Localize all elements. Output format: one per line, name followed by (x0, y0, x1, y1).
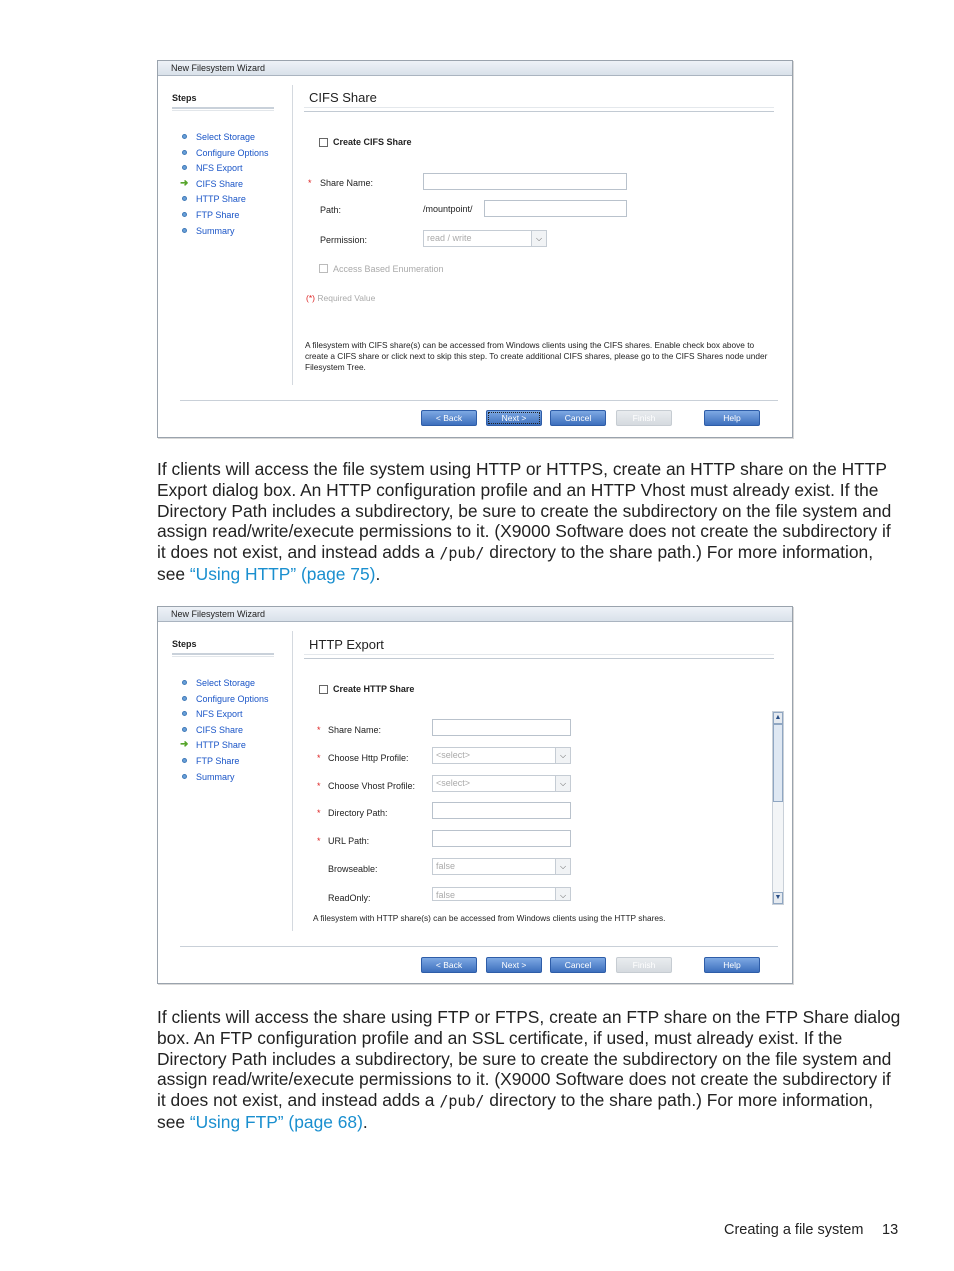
scroll-down-icon[interactable]: ▼ (773, 892, 783, 904)
bullet-icon (182, 711, 187, 716)
step-item[interactable]: Summary (180, 771, 269, 787)
url-path-label: URL Path: (328, 836, 370, 846)
chevron-down-icon: ⌵ (555, 859, 570, 874)
share-name-label: Share Name: (328, 725, 382, 735)
footer-page-number: 13 (882, 1222, 899, 1238)
url-path-input[interactable] (432, 830, 571, 847)
required-asterisk: * (317, 753, 321, 763)
bullet-icon (182, 228, 187, 233)
required-asterisk: * (308, 178, 312, 188)
http-profile-label: Choose Http Profile: (328, 753, 409, 763)
finish-button[interactable]: Finish (616, 957, 672, 973)
path-input[interactable] (484, 200, 627, 217)
directory-path-input[interactable] (432, 802, 571, 819)
required-value-note: (*) Required Value (306, 293, 376, 303)
access-based-enumeration-checkbox[interactable] (319, 264, 328, 273)
step-item[interactable]: HTTP Share (180, 193, 269, 209)
share-name-input[interactable] (432, 719, 571, 736)
chevron-down-icon: ⌵ (531, 231, 546, 246)
step-item[interactable]: NFS Export (180, 162, 269, 178)
directory-path-label: Directory Path: (328, 808, 388, 818)
ftp-share-paragraph: If clients will access the share using FTP or FTPS, create an FTP share on the FTP Share dialog box. An FTP configuration profile and an SSL certificate, if used, must already exist. If the Directory Path includes a subdirectory, be sure to create the subdirectory on the file system and assign read/write/execute permissions to it. (X9000 Software does not create the subdirectory if it does not exist, and instead adds a /pub/ directory to the share path.) For more information, see “Using FTP” (page 68). (157, 1007, 901, 1132)
panel-title: HTTP Export (309, 637, 384, 652)
steps-list (180, 131, 269, 240)
step-item-current[interactable]: ➜ CIFS Share (180, 177, 244, 189)
browseable-select[interactable]: false ⌵ (432, 858, 571, 875)
http-profile-select[interactable]: <select> ⌵ (432, 747, 571, 764)
back-button[interactable]: < Back (421, 410, 477, 426)
step-item[interactable]: Configure Options (180, 147, 269, 163)
bullet-icon (182, 196, 187, 201)
panel-divider (292, 85, 293, 385)
create-cifs-share-label: Create CIFS Share (333, 137, 412, 147)
step-item[interactable]: Configure Options (180, 693, 269, 709)
required-asterisk: * (317, 808, 321, 818)
bullet-icon (182, 134, 187, 139)
title-divider (304, 107, 774, 112)
title-divider (304, 654, 774, 659)
path-label: Path: (320, 205, 342, 215)
required-asterisk: * (317, 781, 321, 791)
step-item[interactable]: Summary (180, 225, 269, 241)
panel-title: CIFS Share (309, 90, 377, 105)
step-item-current[interactable]: ➜ HTTP Share (180, 739, 246, 751)
share-name-label: Share Name: (320, 178, 374, 188)
chevron-down-icon: ⌵ (555, 748, 570, 763)
readonly-label: ReadOnly: (328, 893, 371, 903)
pub-directory-code: /pub/ (439, 1092, 485, 1111)
permission-select[interactable]: read / write ⌵ (423, 230, 547, 247)
help-button[interactable]: Help (704, 957, 760, 973)
create-http-share-checkbox[interactable] (319, 685, 328, 694)
path-prefix: /mountpoint/ (423, 204, 473, 214)
permission-label: Permission: (320, 235, 368, 245)
wizard-title-bar: New Filesystem Wizard (158, 61, 792, 76)
finish-button[interactable]: Finish (616, 410, 672, 426)
vhost-profile-label: Choose Vhost Profile: (328, 781, 416, 791)
step-item[interactable]: Select Storage (180, 677, 269, 693)
steps-list (180, 677, 269, 786)
arrow-right-icon: ➜ (180, 177, 189, 189)
cancel-button[interactable]: Cancel (550, 410, 606, 426)
vhost-profile-select[interactable]: <select> ⌵ (432, 775, 571, 792)
step-item[interactable]: FTP Share (180, 755, 269, 771)
http-share-paragraph: If clients will access the file system using HTTP or HTTPS, create an HTTP share on the HTTP Export dialog box. An HTTP configuration profile and an HTTP Vhost must already exist. If the Directory Path includes a subdirectory, be sure to create the subdirectory on the file system and assign read/write/execute permissions to it. (X9000 Software does not create the subdirectory if it does not exist, and instead adds a /pub/ directory to the share path.) For more information, see “Using HTTP” (page 75). (157, 459, 892, 584)
steps-heading: Steps (172, 639, 274, 655)
http-export-wizard-screenshot (157, 606, 793, 984)
scroll-up-icon[interactable]: ▲ (773, 712, 783, 724)
steps-heading: Steps (172, 93, 274, 109)
chevron-down-icon: ⌵ (555, 776, 570, 791)
bullet-icon (182, 150, 187, 155)
step-item[interactable]: CIFS Share (180, 724, 269, 740)
browseable-label: Browseable: (328, 864, 378, 874)
help-button[interactable]: Help (704, 410, 760, 426)
arrow-right-icon: ➜ (180, 739, 189, 751)
footer-section-title: Creating a file system (724, 1222, 864, 1238)
pub-directory-code: /pub/ (439, 544, 485, 563)
chevron-down-icon: ⌵ (555, 888, 570, 901)
bullet-icon (182, 165, 187, 170)
required-asterisk: * (317, 836, 321, 846)
form-scrollbar[interactable] (772, 711, 784, 905)
create-cifs-share-checkbox[interactable] (319, 138, 328, 147)
cifs-description: A filesystem with CIFS share(s) can be accessed from Windows clients using the CIFS shares. Enable check box above to create a CIFS share or click next to skip this step. To create additional CIFS shares, please go to the CIFS Shares node under Filesystem Tree. (305, 340, 768, 372)
panel-divider (292, 631, 293, 931)
bullet-icon (182, 758, 187, 763)
bullet-icon (182, 774, 187, 779)
wizard-title-bar: New Filesystem Wizard (158, 607, 792, 622)
access-based-enumeration-label: Access Based Enumeration (333, 264, 444, 274)
create-http-share-label: Create HTTP Share (333, 684, 415, 694)
step-item[interactable]: NFS Export (180, 708, 269, 724)
bullet-icon (182, 696, 187, 701)
cancel-button[interactable]: Cancel (550, 957, 606, 973)
footer-divider (180, 400, 778, 401)
bullet-icon (182, 680, 187, 685)
http-description: A filesystem with HTTP share(s) can be accessed from Windows clients using the HTTP shares. (313, 913, 666, 923)
required-asterisk: * (317, 725, 321, 735)
next-button[interactable]: Next > (486, 957, 542, 973)
footer-divider (180, 946, 778, 947)
bullet-icon (182, 727, 187, 732)
step-item[interactable]: Select Storage (180, 131, 269, 147)
using-http-link[interactable]: “Using HTTP” (page 75) (189, 563, 376, 584)
readonly-select[interactable]: false ⌵ (432, 887, 571, 901)
back-button[interactable]: < Back (421, 957, 477, 973)
step-item[interactable]: FTP Share (180, 209, 269, 225)
using-ftp-link[interactable]: “Using FTP” (page 68) (189, 1111, 363, 1132)
cifs-share-wizard-screenshot (157, 60, 793, 438)
bullet-icon (182, 212, 187, 217)
next-button[interactable]: Next > (486, 410, 542, 426)
scroll-thumb[interactable] (773, 724, 783, 802)
share-name-input[interactable] (423, 173, 627, 190)
